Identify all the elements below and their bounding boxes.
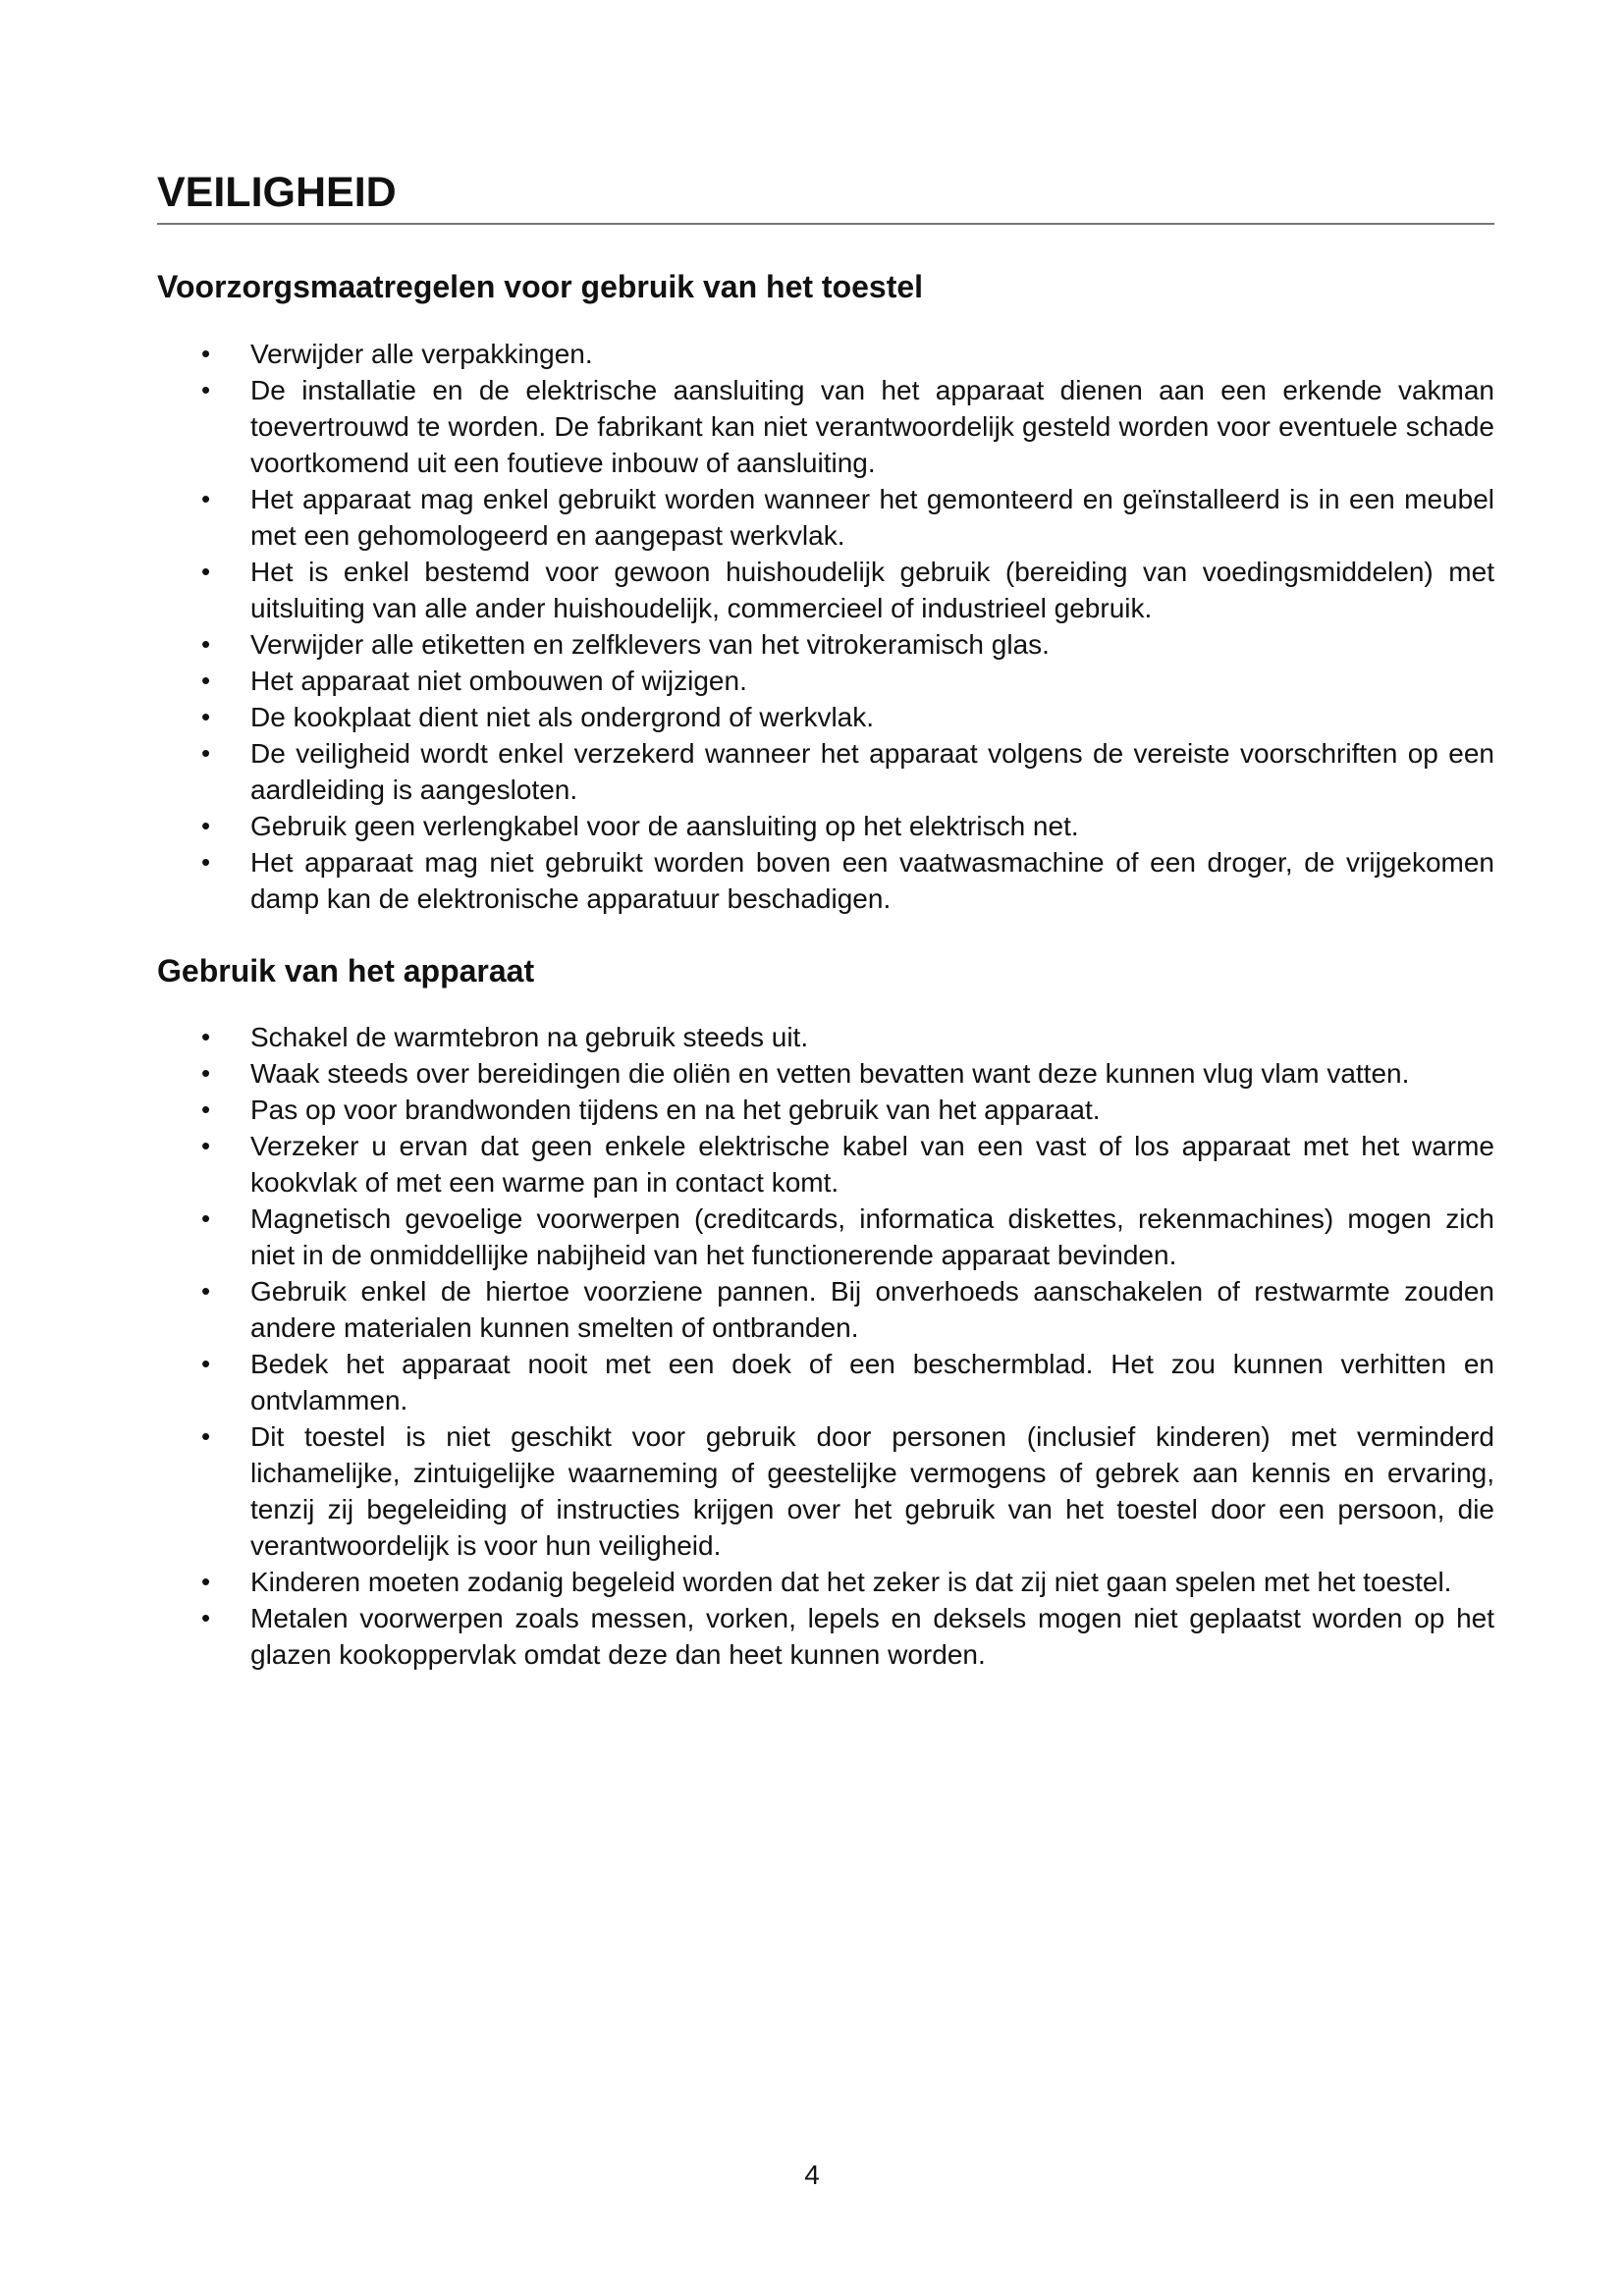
section-heading-precautions: Voorzorgsmaatregelen voor gebruik van het toestel (157, 269, 924, 305)
list-item: • Verzeker u ervan dat geen enkele elektrische kabel van een vast of los apparaat met het warme kookvlak of met een warme pan in contact komt. (157, 1128, 1494, 1201)
bullet-icon: • (201, 1603, 211, 1633)
list-item: • Verwijder alle verpakkingen. (157, 336, 1494, 372)
list-item: • Gebruik enkel de hiertoe voorziene pannen. Bij onverhoeds aanschakelen of restwarmte zouden andere materialen kunnen smelten of ontbranden. (157, 1273, 1494, 1346)
list-item: • Metalen voorwerpen zoals messen, vorken, lepels en deksels mogen niet geplaatst worden op het glazen kookoppervlak omdat deze dan heet kunnen worden. (157, 1600, 1494, 1673)
list-item: • Gebruik geen verlengkabel voor de aansluiting op het elektrisch net. (157, 808, 1494, 844)
bullet-icon: • (201, 665, 211, 695)
page-title: VEILIGHEID (157, 169, 1494, 225)
list-item: • Het apparaat mag niet gebruikt worden boven een vaatwasmachine of een droger, de vrijgekomen damp kan de elektronische apparatuur beschadigen. (157, 844, 1494, 917)
bullet-icon: • (201, 628, 211, 659)
list-item: • De kookplaat dient niet als ondergrond of werkvlak. (157, 699, 1494, 735)
bullet-icon: • (201, 1276, 211, 1307)
bullet-icon: • (201, 1567, 211, 1597)
bullet-icon: • (201, 1131, 211, 1161)
list-item: • De installatie en de elektrische aansluiting van het apparaat dienen aan een erkende vakman toevertrouwd te worden. De fabrikant kan niet verantwoordelijk gesteld worden voor eventuele schade voortkomend uit een foutieve inbouw of aansluiting. (157, 372, 1494, 481)
page-number: 4 (804, 2160, 820, 2190)
document-page (157, 169, 1494, 1673)
bullet-icon: • (201, 338, 211, 368)
bullet-icon: • (201, 810, 211, 840)
bullet-icon: • (201, 1095, 211, 1125)
bullet-icon: • (201, 1203, 211, 1234)
list-item: • Magnetisch gevoelige voorwerpen (creditcards, informatica diskettes, rekenmachines) mogen zich niet in de onmiddellijke nabijheid van het functionerende apparaat bevinden. (157, 1201, 1494, 1273)
list-item: • Bedek het apparaat nooit met een doek of een beschermblad. Het zou kunnen verhitten en ontvlammen. (157, 1346, 1494, 1418)
list-item: • Kinderen moeten zodanig begeleid worden dat het zeker is dat zij niet gaan spelen met het toestel. (157, 1564, 1494, 1600)
bullet-icon: • (201, 737, 211, 768)
bullet-icon: • (201, 846, 211, 877)
list-item: • Waak steeds over bereidingen die oliën en vetten bevatten want deze kunnen vlug vlam vatten. (157, 1055, 1494, 1092)
bullet-icon: • (201, 483, 211, 513)
list-item: • Pas op voor brandwonden tijdens en na het gebruik van het apparaat. (157, 1092, 1494, 1128)
list-item: • Het is enkel bestemd voor gewoon huishoudelijk gebruik (bereiding van voedingsmiddelen) met uitsluiting van alle ander huishoudelijk, commercieel of industrieel gebruik. (157, 554, 1494, 626)
list-item: • De veiligheid wordt enkel verzekerd wanneer het apparaat volgens de vereiste voorschriften op een aardleiding is aangesloten. (157, 735, 1494, 808)
list-item: • Schakel de warmtebron na gebruik steeds uit. (157, 1019, 1494, 1055)
usage-list (157, 1019, 1494, 1673)
list-item: • Dit toestel is niet geschikt voor gebruik door personen (inclusief kinderen) met verminderd lichamelijke, zintuigelijke waarneming of geestelijke vermogens of gebrek aan kennis en ervaring, tenzij zij begeleiding of instructies krijgen over het gebruik van het toestel door een persoon, die verantwoordelijk is voor hun veiligheid. (157, 1418, 1494, 1564)
precautions-list (157, 336, 1494, 917)
bullet-icon: • (201, 1349, 211, 1379)
bullet-icon: • (201, 701, 211, 731)
bullet-icon: • (201, 1022, 211, 1052)
bullet-icon: • (201, 556, 211, 586)
bullet-icon: • (201, 1058, 211, 1089)
bullet-icon: • (201, 374, 211, 404)
section-heading-usage: Gebruik van het apparaat (157, 952, 535, 988)
list-item: • Het apparaat niet ombouwen of wijzigen. (157, 663, 1494, 699)
list-item: • Het apparaat mag enkel gebruikt worden wanneer het gemonteerd en geïnstalleerd is in een meubel met een gehomologeerd en aangepast werkvlak. (157, 481, 1494, 554)
list-item: • Verwijder alle etiketten en zelfklevers van het vitrokeramisch glas. (157, 626, 1494, 663)
bullet-icon: • (201, 1421, 211, 1452)
